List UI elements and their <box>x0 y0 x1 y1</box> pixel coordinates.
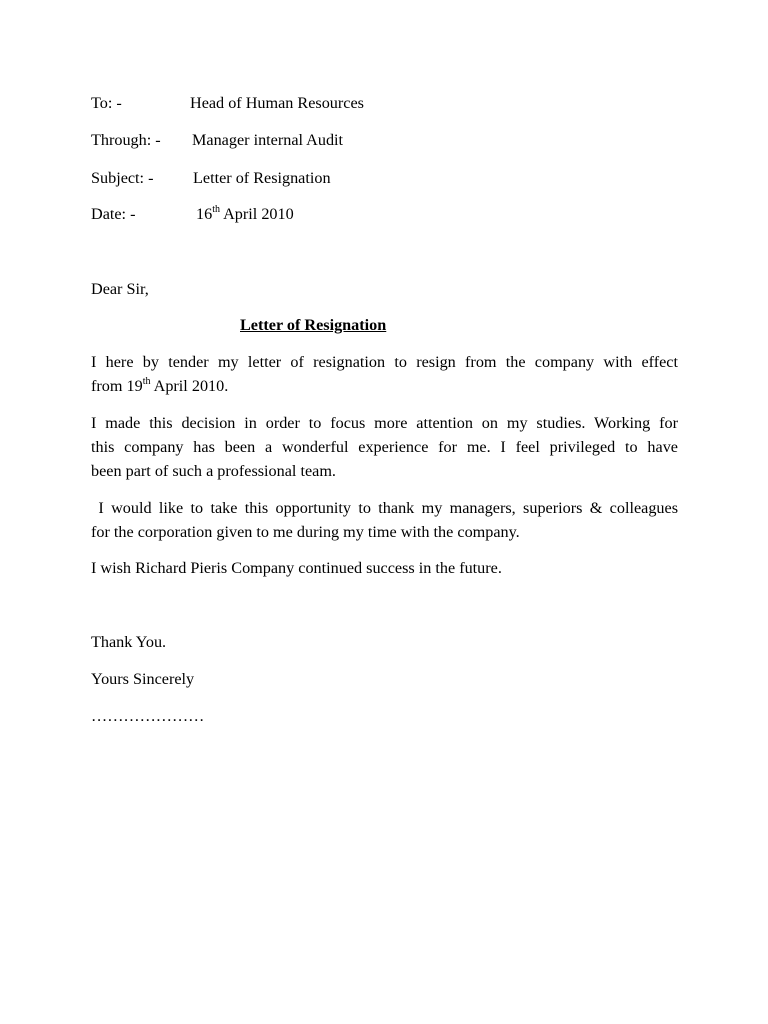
paragraph-3 <box>91 496 678 544</box>
date-rest: April 2010 <box>219 205 294 223</box>
date-label: Date: - <box>91 205 136 223</box>
effect-date-start: from 19 <box>91 377 143 395</box>
effect-date-suffix: th <box>142 375 151 387</box>
subject-label: Subject: - <box>91 169 154 187</box>
paragraph-1-line-2 <box>91 374 678 398</box>
signature-line: ………………… <box>91 707 205 725</box>
closing-signoff: Yours Sincerely <box>91 670 195 688</box>
through-value: Manager internal Audit <box>192 131 344 149</box>
paragraph-2-line-3: been part of such a professional team. <box>91 462 336 480</box>
closing-thanks: Thank You. <box>91 633 167 651</box>
effect-date-end: April 2010. <box>150 377 229 395</box>
paragraph-1-line-1: I here by tender my letter of resignation to resign from the company with effect <box>91 353 678 371</box>
subject-value: Letter of Resignation <box>193 169 331 187</box>
to-label: To: - <box>91 94 122 112</box>
paragraph-2-line-2: this company has been a wonderful experience for me. I feel privileged to have <box>91 438 678 456</box>
to-value: Head of Human Resources <box>190 94 364 112</box>
date-suffix: th <box>212 203 220 215</box>
through-label: Through: - <box>91 131 161 149</box>
letter-title: Letter of Resignation <box>240 316 387 334</box>
paragraph-3-line-2: for the corporation given to me during my time with the company. <box>91 523 520 541</box>
date-value <box>196 202 294 226</box>
salutation: Dear Sir, <box>91 280 149 298</box>
paragraph-4: I wish Richard Pieris Company continued success in the future. <box>91 559 502 577</box>
paragraph-2 <box>91 411 678 483</box>
paragraph-1 <box>91 350 678 398</box>
paragraph-3-line-1: I would like to take this opportunity to thank my managers, superiors & colleagues <box>91 499 678 517</box>
paragraph-2-line-1: I made this decision in order to focus more attention on my studies. Working for <box>91 414 678 432</box>
date-day: 16 <box>196 205 213 223</box>
